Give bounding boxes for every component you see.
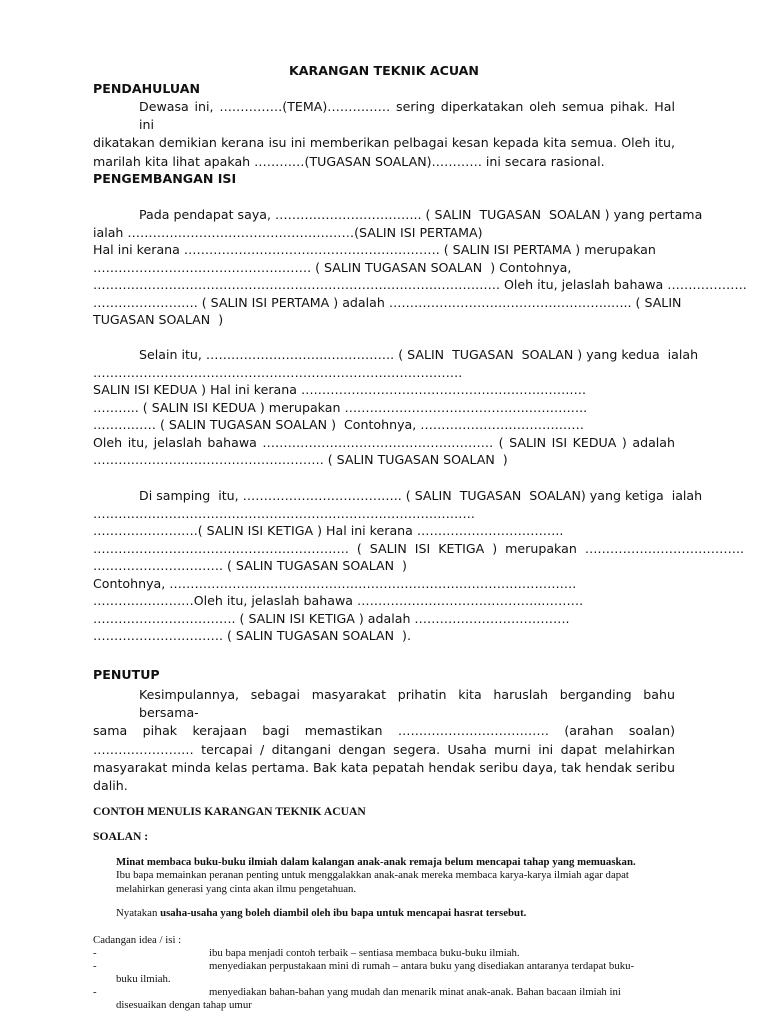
heading-penutup: PENUTUP xyxy=(93,667,160,682)
cadangan-text: menyediakan bahan-bahan yang mudah dan menarik minat anak-anak. Bahan bacaan ilmiah ini xyxy=(209,986,621,998)
cadangan-label-row xyxy=(93,934,693,947)
cadangan-list xyxy=(93,934,693,1012)
isi-line: Di samping itu, ……………………………….. ( SALIN TUGASAN SOALAN) yang ketiga ialah xyxy=(139,488,703,503)
isi-line: …………… ( SALIN TUGASAN SOALAN ) Contohnya, ………………………………… xyxy=(93,417,584,432)
list-item xyxy=(93,960,693,973)
isi-line: ……………………Oleh itu, jelaslah bahawa ……………………………………..………. xyxy=(93,593,584,608)
isi-line: …………………………. ( SALIN TUGASAN SOALAN ) xyxy=(93,558,407,573)
isi-line: SALIN ISI KEDUA ) Hal ini kerana ………………………………………………….………. xyxy=(93,382,587,397)
isi-line: Hal ini kerana ……………………………………………………. ( SALIN ISI PERTAMA ) merupakan xyxy=(93,242,656,257)
soalan-line: melahirkan generasi yang cinta akan ilmu pengetahuan. xyxy=(116,882,357,895)
list-item xyxy=(93,986,693,999)
isi-line: ……………………. ( SALIN ISI PERTAMA ) adalah ……………………………………………..….. ( SALIN xyxy=(93,294,682,310)
list-item xyxy=(93,947,693,960)
pendahuluan-line: dikatakan demikian kerana isu ini memberikan pelbagai kesan kepada kita semua. Oleh itu, xyxy=(93,135,675,151)
pendahuluan-paragraph xyxy=(93,98,675,170)
penutup-line: Kesimpulannya, sebagai masyarakat prihatin kita haruslah berganding bahu bersama- xyxy=(139,687,675,721)
penutup-line: sama pihak kerajaan bagi memastikan ……………………………… (arahan soalan) xyxy=(93,723,675,739)
list-item-continuation xyxy=(93,973,693,986)
isi-line: TUGASAN SOALAN ) xyxy=(93,312,224,327)
isi-line: …………………….( SALIN ISI KETIGA ) Hal ini kerana …………………………….. xyxy=(93,523,564,538)
bullet-dash: - xyxy=(93,986,97,998)
heading-pendahuluan: PENDAHULUAN xyxy=(93,81,201,96)
pendahuluan-line: marilah kita lihat apakah …………(TUGASAN SOALAN)………… ini secara rasional. xyxy=(93,153,605,169)
isi-line: ……………………………………………………………………………. xyxy=(93,364,463,380)
cadangan-text: disesuaikan dengan tahap umur xyxy=(116,999,252,1011)
heading-contoh: CONTOH MENULIS KARANGAN TEKNIK ACUAN xyxy=(93,805,366,818)
isi-kedua-paragraph xyxy=(93,346,699,469)
bullet-dash: - xyxy=(93,947,97,959)
isi-line: ialah ………………………………………………(SALIN ISI PERTAMA) xyxy=(93,224,483,240)
list-item-continuation xyxy=(93,999,693,1012)
bullet-dash: - xyxy=(93,960,97,972)
nyatakan-task: usaha-usaha yang boleh diambil oleh ibu bapa untuk mencapai hasrat tersebut. xyxy=(160,907,527,919)
isi-line: …………………………. ( SALIN TUGASAN SOALAN ). xyxy=(93,628,411,643)
isi-line: Contohnya, ……………………………………………………………………………………. xyxy=(93,575,577,591)
page-title: KARANGAN TEKNIK ACUAN xyxy=(289,63,479,78)
isi-line: Pada pendapat saya, …………………………….. ( SALIN TUGASAN SOALAN ) yang pertama xyxy=(139,207,703,222)
cadangan-text: buku ilmiah. xyxy=(116,973,171,985)
soalan-statement: Minat membaca buku-buku ilmiah dalam kalangan anak-anak remaja belum mencapai tahap yang memuaskan. xyxy=(116,856,636,868)
cadangan-label: Cadangan idea / isi : xyxy=(93,934,182,946)
penutup-line: dalih. xyxy=(93,778,128,794)
isi-line: Selain itu, ………………………..……………. ( SALIN TUGASAN SOALAN ) yang kedua ialah xyxy=(139,347,699,362)
penutup-paragraph xyxy=(93,686,675,795)
soalan-label: SOALAN : xyxy=(93,830,149,843)
isi-line: ……….. ( SALIN ISI KEDUA ) merupakan ……………………………………..………….. xyxy=(93,399,588,415)
isi-line: Oleh itu, jelaslah bahawa ………………………………………………. ( SALIN ISI KEDUA ) adalah xyxy=(93,434,675,450)
isi-line: ……………………………………………………………………………………. Oleh itu, jelaslah bahawa ………………. xyxy=(93,277,747,292)
isi-line: ………………………………………………………………………………. xyxy=(93,505,475,521)
isi-line: ………………………………………………. ( SALIN TUGASAN SOALAN ) xyxy=(93,452,508,467)
isi-ketiga-paragraph xyxy=(93,487,744,645)
isi-line: ……………………………. ( SALIN ISI KETIGA ) adalah ………………………………. xyxy=(93,610,570,626)
isi-pertama-paragraph xyxy=(93,206,747,329)
cadangan-text: ibu bapa menjadi contoh terbaik – sentiasa membaca buku-buku ilmiah. xyxy=(209,947,520,959)
nyatakan-instruction xyxy=(116,907,676,920)
heading-pengembangan-isi: PENGEMBANGAN ISI xyxy=(93,171,237,186)
isi-line: ……………………………………………. ( SALIN TUGASAN SOALAN ) Contohnya, xyxy=(93,259,572,275)
penutup-line: …………………… tercapai / ditangani dengan segera. Usaha murni ini dapat melahirkan xyxy=(93,741,675,757)
isi-line: ……………………………………………………. ( SALIN ISI KETIGA ) merupakan ……………………………….. xyxy=(93,540,744,556)
penutup-line: masyarakat minda kelas pertama. Bak kata pepatah hendak seribu daya, tak hendak seribu xyxy=(93,759,675,775)
pendahuluan-line: Dewasa ini, ……………(TEMA)…………… sering diperkatakan oleh semua pihak. Hal ini xyxy=(139,99,675,133)
soalan-line: Ibu bapa memainkan peranan penting untuk menggalakkan anak-anak mereka membaca karya-karya ilmiah agar dapat xyxy=(116,869,629,882)
soalan-question xyxy=(116,856,676,896)
nyatakan-prefix: Nyatakan xyxy=(116,907,161,919)
cadangan-text: menyediakan perpustakaan mini di rumah – antara buku yang disediakan antaranya terdapat buku- xyxy=(209,960,635,972)
